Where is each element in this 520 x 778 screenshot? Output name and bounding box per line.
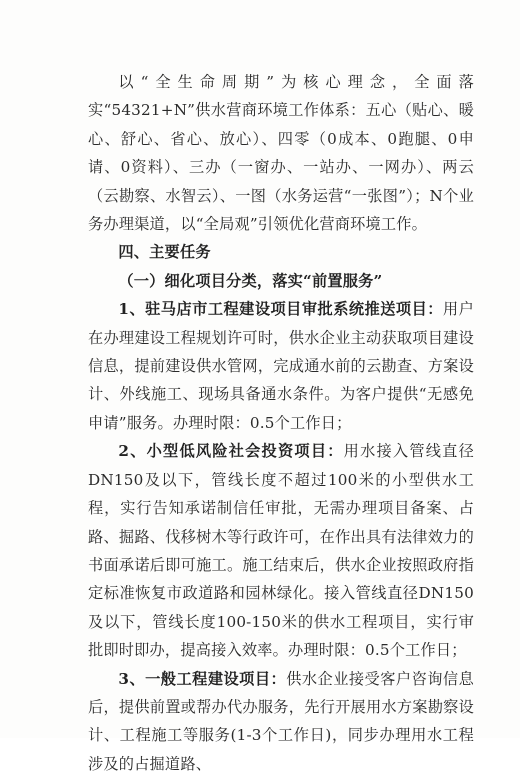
- task-item-2-body: 用水接入管线直径 DN150及以下，管线长度不超过100米的小型供水工程，实行告知承诺制信任审批，无需办理项目备案、占路、掘路、伐移树木等行政许可，在作出具有法律效力的书面承诺后即可施工。施工结束后，供水企业按照政府指定标准恢复市政道路和园林绿化。接入管线直径DN150及以下，管线长度100-150米的供水工程项目，实行审批即时即办，提高接入效率。办理时限：0.5个工作日；: [88, 442, 474, 660]
- intro-paragraph: 以“全生命周期”为核心理念，全面落实“54321+N”供水营商环境工作体系：五心（贴心、暖心、舒心、省心、放心）、四零（0成本、0跑腿、0申请、0资料）、三办（一窗办、一站办、一网办）、两云（云勘察、水智云）、一图（水务运营“一张图”）；N个业务办理渠道，以“全局观”引领优化营商环境工作。: [88, 73, 474, 234]
- task-item-3-body: 供水企业接受客户咨询信息后，提供前置或帮办代办服务，先行开展用水方案勘察设计、工程施工等服务(1-3个工作日)，同步办理用水工程涉及的占掘道路、: [88, 669, 474, 773]
- task-item-2: [88, 437, 474, 664]
- task-item-1-body: 用户在办理建设工程规划许可时，供水企业主动获取项目建设信息，提前建设供水管网，完成通水前的云勘查、方案设计、外线施工、现场具备通水条件。为客户提供“无感免申请”服务。办理时限：0.5个工作日；: [88, 300, 474, 432]
- task-item-1-lead: 1、驻马店市工程建设项目审批系统推送项目：: [118, 300, 443, 319]
- document-body: [88, 68, 474, 778]
- task-item-3-lead: 3、一般工程建设项目：: [118, 669, 287, 688]
- task-item-1: [88, 295, 474, 437]
- task-item-3: [88, 665, 474, 778]
- subsection-heading: （一）细化项目分类，落实“前置服务”: [118, 271, 383, 290]
- section-heading: 四、主要任务: [118, 243, 211, 262]
- task-item-2-lead: 2、小型低风险社会投资项目：: [118, 442, 344, 461]
